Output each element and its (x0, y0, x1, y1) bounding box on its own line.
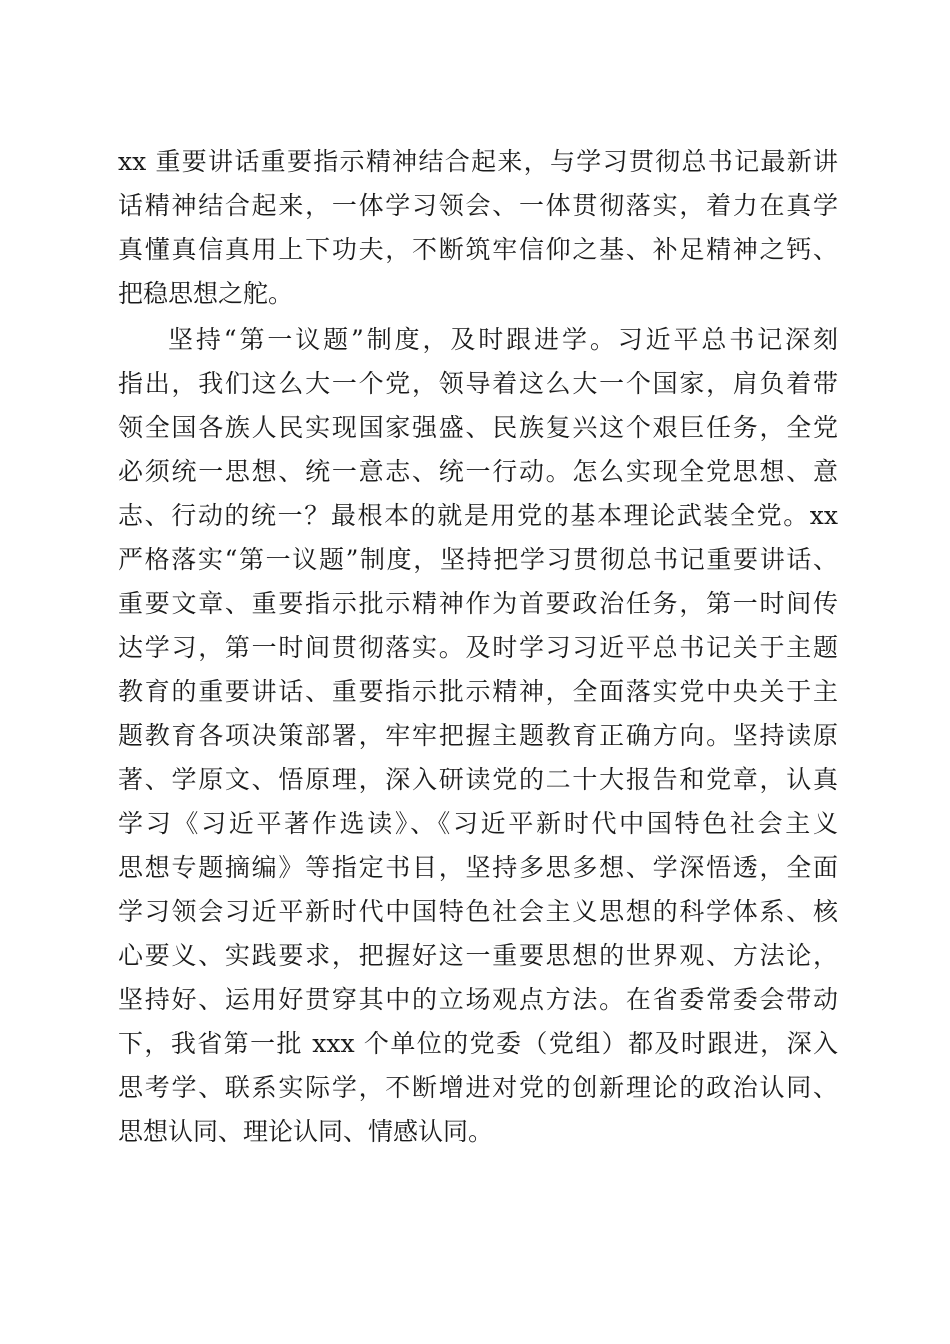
text-line: 必须统一思想、统一意志、统一行动。怎么实现全党思想、意 (118, 457, 838, 486)
text-line: 话精神结合起来，一体学习领会、一体贯彻落实，着力在真学 (118, 191, 838, 220)
text-line: xx 重要讲话重要指示精神结合起来，与学习贯彻总书记最新讲 (118, 147, 838, 176)
text-line: 领全国各族人民实现国家强盛、民族复兴这个艰巨任务，全党 (118, 413, 838, 442)
text-line: 学习《习近平著作选读》、《习近平新时代中国特色社会主义 (118, 809, 838, 838)
text-line: 心要义、实践要求，把握好这一重要思想的世界观、方法论， (118, 941, 838, 970)
text-line: 学习领会习近平新时代中国特色社会主义思想的科学体系、核 (118, 897, 838, 926)
text-line: 指出，我们这么大一个党，领导着这么大一个国家，肩负着带 (118, 369, 838, 398)
text-line: 严格落实“第一议题”制度，坚持把学习贯彻总书记重要讲话、 (118, 545, 838, 574)
text-line: 志、行动的统一？最根本的就是用党的基本理论武装全党。xx (118, 501, 838, 530)
text-line: 思想专题摘编》等指定书目，坚持多思多想、学深悟透，全面 (118, 853, 838, 882)
text-line: 著、学原文、悟原理，深入研读党的二十大报告和党章，认真 (118, 765, 838, 794)
text-line: 坚持“第一议题”制度，及时跟进学。习近平总书记深刻 (168, 325, 838, 354)
text-line: 教育的重要讲话、重要指示批示精神，全面落实党中央关于主 (118, 677, 838, 706)
text-line: 重要文章、重要指示批示精神作为首要政治任务，第一时间传 (118, 589, 838, 618)
text-line: 真懂真信真用上下功夫，不断筑牢信仰之基、补足精神之钙、 (118, 235, 838, 264)
text-line: 坚持好、运用好贯穿其中的立场观点方法。在省委常委会带动 (118, 985, 838, 1014)
text-line: 思考学、联系实际学，不断增进对党的创新理论的政治认同、 (118, 1073, 838, 1102)
text-line: 达学习，第一时间贯彻落实。及时学习习近平总书记关于主题 (118, 633, 838, 662)
text-line: 题教育各项决策部署，牢牢把握主题教育正确方向。坚持读原 (118, 721, 838, 750)
text-line: 把稳思想之舵。 (118, 279, 294, 308)
text-line: 思想认同、理论认同、情感认同。 (118, 1117, 494, 1146)
text-line: 下，我省第一批 xxx 个单位的党委（党组）都及时跟进，深入 (118, 1029, 838, 1058)
